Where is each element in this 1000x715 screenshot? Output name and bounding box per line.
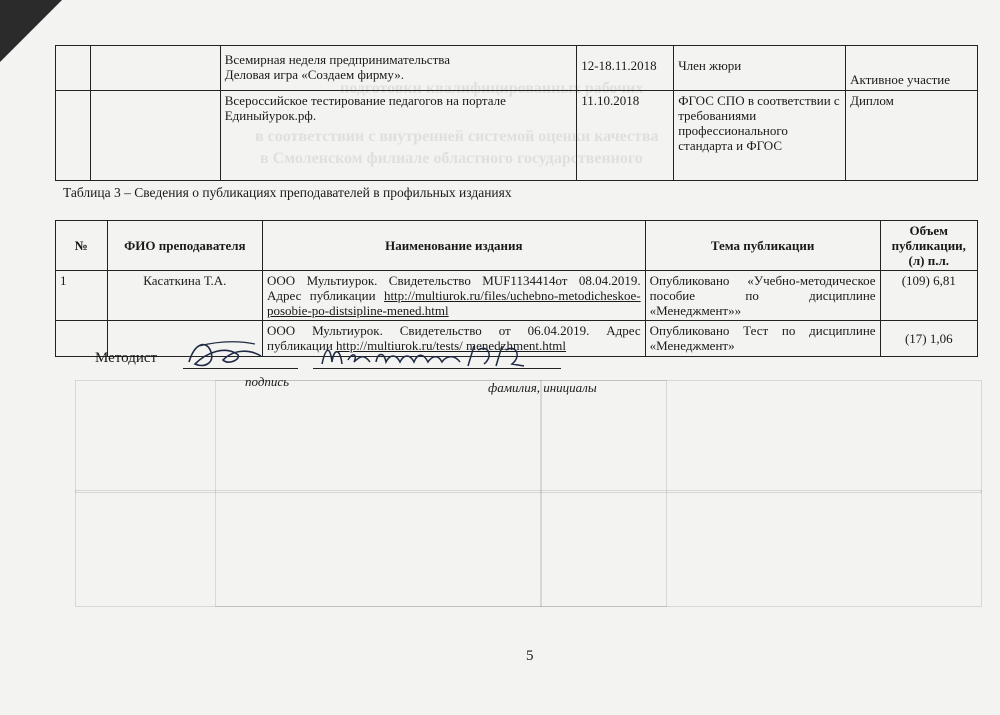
table-row [56,91,978,181]
event-line: Всемирная неделя предпринимательства [224,52,450,67]
header-topic: Тема публикации [645,221,880,271]
table-cell [56,91,91,181]
table-row [56,46,978,91]
role-cell: Член жюри [674,46,846,91]
edition-cell [263,271,646,321]
bleed-through-table [215,380,542,607]
bleed-through-table [75,490,982,493]
date-cell: 12-18.11.2018 [577,46,674,91]
header-edition: Наименование издания [263,221,646,271]
header-row [56,221,978,271]
topic-cell: Опубликовано Тест по дисциплине «Менеджмент» [645,321,880,357]
bleed-through-text: в Смоленском филиале областного государственного [260,150,643,167]
volume-cell: (109) 6,81 [880,271,977,321]
table-caption: Таблица 3 – Сведения о публикациях преподавателей в профильных изданиях [63,185,512,200]
edition-text: ООО Мультиурок. Свидетельство MUF1134414от 08.04.2019. Адрес публикации [267,273,641,303]
table-cell [56,46,91,91]
fio-cell: Касаткина Т.А. [107,271,262,321]
event-cell [220,91,577,181]
header-num: № [56,221,108,271]
result-cell: Диплом [846,91,978,181]
handwritten-name [318,340,548,372]
table-row [56,271,978,321]
header-volume: Объем публикации, (л) п.л. [880,221,977,271]
bleed-through-text: в соответствии с внутренней системой оценки качества [255,128,659,145]
page-number: 5 [526,648,534,664]
table-cell [90,46,220,91]
bleed-through-table [540,380,667,607]
volume-cell: (17) 1,06 [880,321,977,357]
date-cell: 11.10.2018 [577,91,674,181]
publications-table [55,220,978,357]
topic-cell: Опубликовано «Учебно-методическое пособие по дисциплине «Менеджмент»» [645,271,880,321]
publication-link[interactable]: http://multiurok.ru/tests/ menedzhment.html [336,338,567,353]
publication-link[interactable]: http://multiurok.ru/files/uchebno-metodicheskoe-posobie-po-distsipline-mened.html [267,288,641,318]
result-cell: Активное участие [846,46,978,91]
header-fio: ФИО преподавателя [107,221,262,271]
signature-caption: подпись [245,374,290,389]
event-line: Единыйурок.рф. [224,108,317,123]
activities-table [55,45,978,181]
signature-scribble [185,338,265,372]
name-caption: фамилия, инициалы [488,380,597,395]
edition-text: ООО Мультиурок. Свидетельство от 06.04.2019. Адрес публикации [267,323,641,353]
event-line: Всероссийское тестирование педагогов на портале [224,93,506,108]
scan-dark-corner [0,0,62,62]
event-cell [220,46,577,91]
table-cell [90,91,220,181]
bleed-through-text: подготовки квалифицированных рабочих [340,80,644,97]
event-line: Деловая игра «Создаем фирму». [224,67,404,82]
role-cell: ФГОС СПО в соответствии с требованиями профессионального стандарта и ФГОС [674,91,846,181]
num-cell: 1 [56,271,108,321]
methodist-label: Методист [95,350,158,366]
